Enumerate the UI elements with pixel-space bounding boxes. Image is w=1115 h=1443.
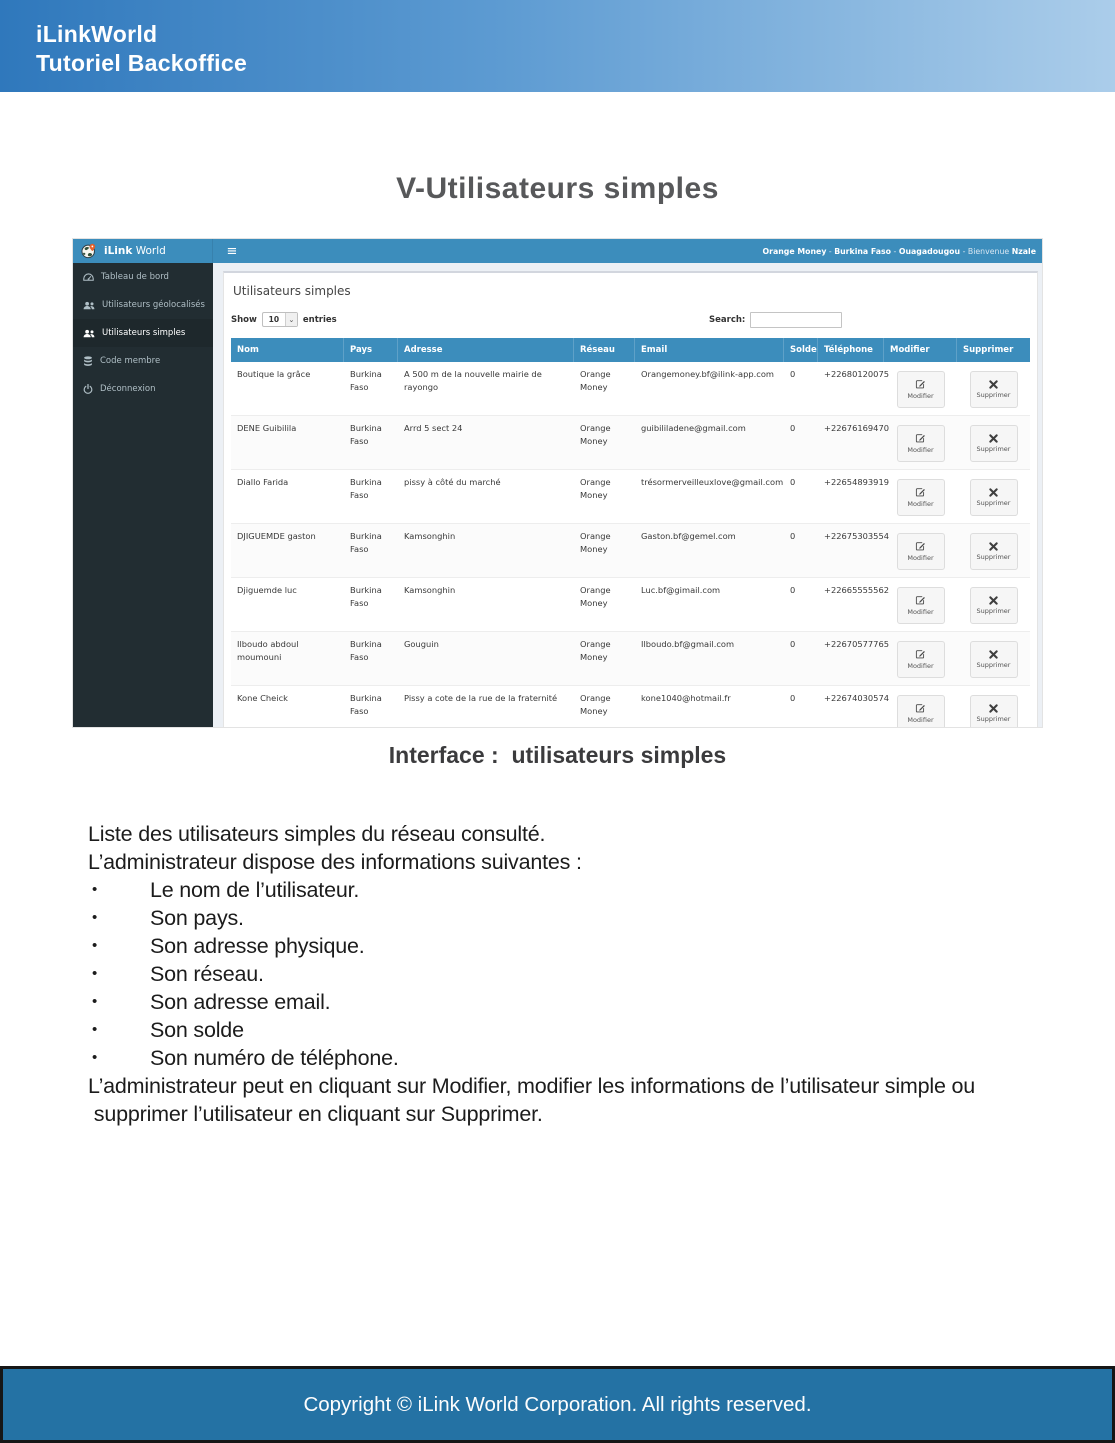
- cell-pays: Burkina Faso: [350, 639, 382, 662]
- search-input[interactable]: [750, 312, 842, 328]
- outro-line: supprimer l’utilisateur en cliquant sur Supprimer.: [88, 1102, 543, 1126]
- modifier-button-label: Modifier: [907, 500, 934, 508]
- cell-telephone: +22654893919: [824, 477, 890, 487]
- bullet-text: Son adresse email.: [150, 990, 331, 1014]
- chevron-down-icon: ⌄: [285, 313, 297, 326]
- backoffice-screenshot: [72, 238, 1043, 728]
- cell-adresse: Pissy a cote de la rue de la fraternité: [404, 693, 558, 703]
- brand-text: [104, 245, 166, 257]
- cell-reseau: Orange Money: [580, 639, 611, 662]
- bullet-glyph: •: [92, 1049, 98, 1066]
- info-bullet-item: [88, 876, 1048, 904]
- cell-email: Ilboudo.bf@gmail.com: [641, 639, 735, 649]
- info-bullet-list: [88, 876, 1048, 1072]
- app-brand[interactable]: [73, 239, 213, 263]
- cell-pays: Burkina Faso: [350, 693, 382, 716]
- column-header-pays: Pays: [344, 338, 398, 362]
- sidebar-item-label: Déconnexion: [100, 384, 156, 394]
- x-icon: [989, 542, 998, 551]
- table-row: [231, 632, 1030, 686]
- modifier-button[interactable]: [897, 371, 945, 408]
- modifier-button-label: Modifier: [907, 662, 934, 670]
- cell-nom: Djiguemde luc: [237, 585, 297, 595]
- table-row: [231, 578, 1030, 632]
- figure-caption: Interface : utilisateurs simples: [388, 742, 727, 768]
- cell-nom: Ilboudo abdoul moumouni: [237, 639, 299, 662]
- users-icon: [83, 301, 95, 310]
- cell-nom: Diallo Farida: [237, 477, 289, 487]
- brand-light: World: [132, 245, 166, 257]
- search-label: Search:: [709, 315, 746, 325]
- cell-pays: Burkina Faso: [350, 369, 382, 392]
- cell-email: Gaston.bf@gemel.com: [641, 531, 736, 541]
- banner-line2: Tutoriel Backoffice: [36, 50, 248, 76]
- globe-logo-icon: [81, 243, 97, 259]
- panel-title: Utilisateurs simples: [233, 284, 351, 298]
- modifier-button-label: Modifier: [907, 608, 934, 616]
- column-header-modifier: Modifier: [884, 338, 957, 362]
- cell-telephone: +22665555562: [824, 585, 890, 595]
- table-controls: [231, 312, 1030, 338]
- bullet-glyph: •: [92, 993, 98, 1010]
- modifier-button-label: Modifier: [907, 446, 934, 454]
- supprimer-button-label: Supprimer: [976, 715, 1011, 723]
- table-row: [231, 686, 1030, 728]
- cell-email: Luc.bf@gimail.com: [641, 585, 721, 595]
- cell-pays: Burkina Faso: [350, 531, 382, 554]
- cell-solde: 0: [790, 585, 796, 595]
- supprimer-button-label: Supprimer: [976, 661, 1011, 669]
- bullet-glyph: •: [92, 909, 98, 926]
- column-header-supprimer: Supprimer: [963, 345, 1014, 355]
- table-body: [231, 362, 1030, 728]
- edit-icon: [915, 595, 926, 606]
- x-icon: [989, 704, 998, 713]
- bullet-glyph: •: [92, 965, 98, 982]
- modifier-button[interactable]: [897, 695, 945, 728]
- column-header-solde: Solde: [784, 338, 818, 362]
- info-bullet-item: [88, 988, 1048, 1016]
- navbar-separator: -: [960, 246, 968, 256]
- cell-solde: 0: [790, 477, 796, 487]
- page-footer: [0, 1366, 1115, 1443]
- edit-icon: [915, 541, 926, 552]
- outro-line: L’administrateur peut en cliquant sur Modifier, modifier les informations de l’utilisateur simple ou: [88, 1074, 976, 1098]
- supprimer-button[interactable]: [970, 479, 1018, 516]
- modifier-button[interactable]: [897, 479, 945, 516]
- cell-solde: 0: [790, 693, 796, 703]
- supprimer-button-label: Supprimer: [976, 499, 1011, 507]
- x-icon: [989, 380, 998, 389]
- sidebar-item-label: Code membre: [100, 356, 161, 366]
- x-icon: [989, 434, 998, 443]
- column-header-adresse: Adresse: [398, 338, 574, 362]
- sidebar-item-utilisateurs-simples[interactable]: [73, 319, 213, 347]
- supprimer-button[interactable]: [970, 695, 1018, 728]
- x-icon: [989, 650, 998, 659]
- x-icon: [989, 596, 998, 605]
- navbar-welcome: Bienvenue: [967, 246, 1012, 256]
- cell-telephone: +22675303554: [824, 531, 890, 541]
- info-bullet-item: [88, 1044, 1048, 1072]
- app-content: [213, 263, 1043, 728]
- cell-solde: 0: [790, 531, 796, 541]
- table-header-row: [231, 338, 1030, 362]
- page-size-value: 10: [268, 315, 280, 324]
- supprimer-button-label: Supprimer: [976, 553, 1011, 561]
- copyright-text: Copyright © iLink World Corporation. All rights reserved.: [303, 1392, 812, 1416]
- bullet-text: Le nom de l’utilisateur.: [150, 878, 360, 902]
- sidebar-item-label: Utilisateurs géolocalisés: [102, 300, 205, 310]
- supprimer-button[interactable]: [970, 533, 1018, 570]
- power-icon: [83, 384, 93, 394]
- cell-nom: DENE Guibilila: [237, 423, 297, 433]
- brand-bold: iLink: [104, 245, 133, 257]
- cell-reseau: Orange Money: [580, 585, 611, 608]
- cell-pays: Burkina Faso: [350, 585, 382, 608]
- cell-solde: 0: [790, 369, 796, 379]
- database-icon: [83, 356, 93, 367]
- modifier-button[interactable]: [897, 641, 945, 678]
- section-title: V-Utilisateurs simples: [396, 172, 719, 205]
- cell-adresse: pissy à côté du marché: [404, 477, 501, 487]
- hamburger-menu-icon[interactable]: ≡: [226, 243, 238, 259]
- sidebar-item-deconnexion[interactable]: [73, 375, 213, 403]
- info-bullet-item: [88, 932, 1048, 960]
- supprimer-button[interactable]: [970, 425, 1018, 462]
- table-row: [231, 470, 1030, 524]
- modifier-button-label: Modifier: [907, 554, 934, 562]
- modifier-button-label: Modifier: [907, 392, 934, 400]
- page-header-banner: [0, 0, 1115, 92]
- sidebar-item-utilisateurs-geolocalises[interactable]: [73, 291, 213, 319]
- cell-reseau: Orange Money: [580, 423, 611, 446]
- cell-pays: Burkina Faso: [350, 477, 382, 500]
- table-row: [231, 416, 1030, 470]
- cell-reseau: Orange Money: [580, 693, 611, 716]
- entries-label: entries: [302, 314, 337, 325]
- supprimer-button[interactable]: [970, 587, 1018, 624]
- modifier-button[interactable]: [897, 533, 945, 570]
- edit-icon: [915, 433, 926, 444]
- app-sidebar: [73, 263, 213, 728]
- modifier-button[interactable]: [897, 425, 945, 462]
- banner-line1: iLinkWorld: [36, 21, 158, 47]
- bullet-glyph: •: [92, 1021, 98, 1038]
- edit-icon: [915, 649, 926, 660]
- users-icon: [83, 329, 95, 338]
- bullet-text: Son numéro de téléphone.: [150, 1046, 399, 1070]
- cell-adresse: Kamsonghin: [404, 585, 456, 595]
- column-header-telephone: Téléphone: [818, 338, 884, 362]
- navbar-separator: -: [891, 246, 899, 256]
- cell-telephone: +22670577765: [824, 639, 890, 649]
- cell-reseau: Orange Money: [580, 477, 611, 500]
- sidebar-item-tableau-de-bord[interactable]: [73, 263, 213, 291]
- edit-icon: [915, 487, 926, 498]
- cell-adresse: Gouguin: [404, 639, 439, 649]
- bullet-glyph: •: [92, 881, 98, 898]
- cell-email: trésormerveilleuxlove@gmail.com: [641, 477, 784, 487]
- cell-telephone: +22674030574: [824, 693, 890, 703]
- modifier-button[interactable]: [897, 587, 945, 624]
- table-row: [231, 362, 1030, 416]
- cell-reseau: Orange Money: [580, 531, 611, 554]
- page-size-select[interactable]: [262, 312, 298, 327]
- cell-adresse: A 500 m de la nouvelle mairie de rayongo: [404, 369, 542, 392]
- cell-nom: Boutique la grâce: [237, 369, 311, 379]
- supprimer-button[interactable]: [970, 371, 1018, 408]
- bullet-text: Son pays.: [150, 906, 244, 930]
- table-row: [231, 524, 1030, 578]
- navbar-network: Orange Money: [762, 246, 827, 256]
- info-bullet-item: [88, 1016, 1048, 1044]
- supprimer-button-label: Supprimer: [976, 445, 1011, 453]
- column-header-nom: Nom: [231, 338, 344, 362]
- cell-telephone: +22676169470: [824, 423, 890, 433]
- column-header-email: Email: [635, 338, 784, 362]
- users-panel: [223, 271, 1038, 728]
- edit-icon: [915, 379, 926, 390]
- edit-icon: [915, 703, 926, 714]
- navbar-separator: -: [826, 246, 835, 256]
- cell-reseau: Orange Money: [580, 369, 611, 392]
- cell-nom: DJIGUEMDE gaston: [237, 531, 316, 541]
- cell-solde: 0: [790, 423, 796, 433]
- navbar-country: Burkina Faso: [834, 246, 892, 256]
- cell-telephone: +22680120075: [824, 369, 890, 379]
- cell-email: kone1040@hotmail.fr: [641, 693, 731, 703]
- cell-email: Orangemoney.bf@ilink-app.com: [641, 369, 774, 379]
- cell-email: guibililadene@gmail.com: [641, 423, 746, 433]
- supprimer-button-label: Supprimer: [976, 607, 1011, 615]
- intro-line: L’administrateur dispose des informations suivantes :: [88, 850, 582, 874]
- bullet-text: Son solde: [150, 1018, 244, 1042]
- modifier-button-label: Modifier: [907, 716, 934, 724]
- navbar-status-text: [763, 239, 1037, 263]
- navbar-username: Nzale: [1011, 246, 1036, 256]
- cell-pays: Burkina Faso: [350, 423, 382, 446]
- supprimer-button-label: Supprimer: [976, 391, 1011, 399]
- sidebar-item-label: Utilisateurs simples: [102, 328, 186, 338]
- cell-solde: 0: [790, 639, 796, 649]
- x-icon: [989, 488, 998, 497]
- bullet-text: Son adresse physique.: [150, 934, 365, 958]
- info-bullet-item: [88, 904, 1048, 932]
- sidebar-item-code-membre[interactable]: [73, 347, 213, 375]
- column-header-reseau: Réseau: [574, 338, 635, 362]
- dashboard-icon: [83, 273, 94, 282]
- bullet-text: Son réseau.: [150, 962, 264, 986]
- supprimer-button[interactable]: [970, 641, 1018, 678]
- show-label: Show: [231, 314, 257, 325]
- intro-line: Liste des utilisateurs simples du réseau consulté.: [88, 822, 546, 846]
- cell-nom: Kone Cheick: [237, 693, 288, 703]
- navbar-city: Ouagadougou: [898, 246, 961, 256]
- info-bullet-item: [88, 960, 1048, 988]
- bullet-glyph: •: [92, 937, 98, 954]
- body-text: [88, 820, 1048, 1128]
- cell-adresse: Arrd 5 sect 24: [404, 423, 463, 433]
- app-navbar: [73, 239, 1042, 263]
- cell-adresse: Kamsonghin: [404, 531, 456, 541]
- sidebar-item-label: Tableau de bord: [101, 272, 169, 282]
